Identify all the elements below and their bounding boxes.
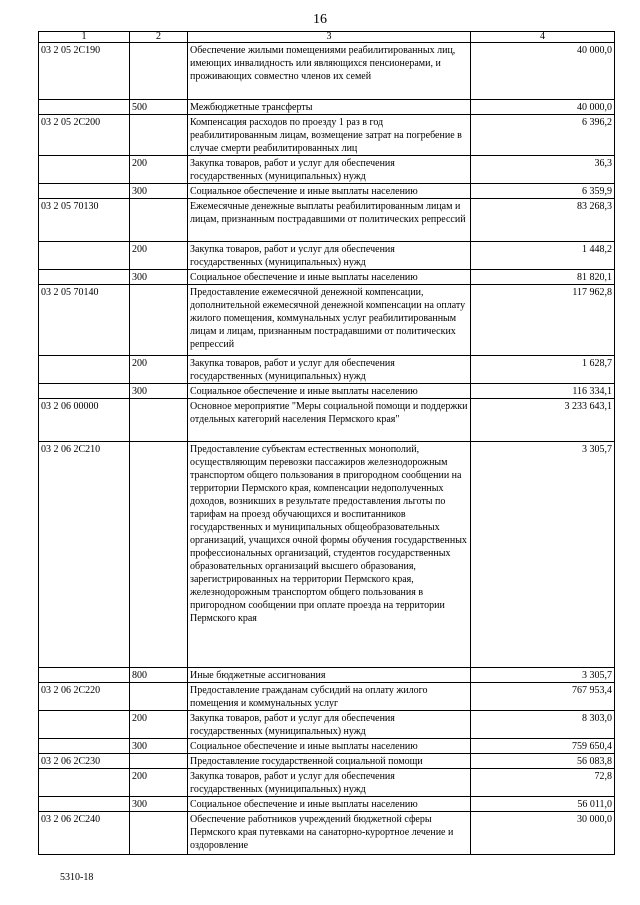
row-code-cell: 03 2 06 2С240 bbox=[39, 812, 130, 855]
table-row bbox=[39, 184, 615, 199]
row-code-cell: 03 2 06 2С210 bbox=[39, 442, 130, 668]
budget-table bbox=[38, 31, 615, 855]
table-row bbox=[39, 668, 615, 683]
header-col-3: 3 bbox=[188, 32, 471, 43]
row-description-cell: Закупка товаров, работ и услуг для обеспечения государственных (муниципальных) нужд bbox=[188, 356, 471, 384]
row-description-cell: Предоставление ежемесячной денежной компенсации, дополнительной ежемесячной денежной компенсации на оплату жилого помещения, коммунальных услуг реабилитированным лицам и лицам, признанным пострадавшими от политических репрессий bbox=[188, 285, 471, 356]
row-description-cell: Межбюджетные трансферты bbox=[188, 100, 471, 115]
row-amount-cell: 83 268,3 bbox=[471, 199, 615, 242]
row-type-cell bbox=[130, 683, 188, 711]
table-row bbox=[39, 100, 615, 115]
table-row bbox=[39, 199, 615, 242]
row-code-cell: 03 2 05 70130 bbox=[39, 199, 130, 242]
header-col-2: 2 bbox=[130, 32, 188, 43]
row-description-cell: Предоставление субъектам естественных монополий, осуществляющим перевозки пассажиров железнодорожным транспортом общего пользования в пригородном сообщении на территории Пермского края, компенсации недополученных доходов, возникших в результате предоставления льготы по тарифам на проезд обучающихся и воспитанников государственных и муниципальных общеобразовательных организаций, учащихся очной формы обучения государственных профессиональных организаций, студентов государственных образовательных организаций высшего образования, зарегистрированных на территории Пермского края, железнодорожным транспортом общего пользования в пригородном сообщении при оплате проезда на территории Пермского края bbox=[188, 442, 471, 668]
row-type-cell bbox=[130, 812, 188, 855]
row-description-cell: Обеспечение работников учреждений бюджетной сферы Пермского края путевками на санаторно-курортное лечение и оздоровление bbox=[188, 812, 471, 855]
row-type-cell: 200 bbox=[130, 242, 188, 270]
row-type-cell bbox=[130, 754, 188, 769]
table-row bbox=[39, 285, 615, 356]
row-type-cell: 200 bbox=[130, 356, 188, 384]
row-description-cell: Социальное обеспечение и иные выплаты населению bbox=[188, 797, 471, 812]
row-description-cell: Предоставление государственной социальной помощи bbox=[188, 754, 471, 769]
table-row bbox=[39, 739, 615, 754]
row-code-cell: 03 2 06 2С230 bbox=[39, 754, 130, 769]
row-description-cell: Закупка товаров, работ и услуг для обеспечения государственных (муниципальных) нужд bbox=[188, 769, 471, 797]
row-amount-cell: 81 820,1 bbox=[471, 270, 615, 285]
row-type-cell: 200 bbox=[130, 711, 188, 739]
row-amount-cell: 56 011,0 bbox=[471, 797, 615, 812]
row-amount-cell: 3 305,7 bbox=[471, 668, 615, 683]
row-description-cell: Социальное обеспечение и иные выплаты населению bbox=[188, 184, 471, 199]
table-row bbox=[39, 442, 615, 668]
row-code-cell bbox=[39, 100, 130, 115]
table-row bbox=[39, 711, 615, 739]
row-type-cell: 800 bbox=[130, 668, 188, 683]
row-description-cell: Предоставление гражданам субсидий на оплату жилого помещения и коммунальных услуг bbox=[188, 683, 471, 711]
table-row bbox=[39, 242, 615, 270]
row-type-cell bbox=[130, 285, 188, 356]
row-code-cell: 03 2 05 70140 bbox=[39, 285, 130, 356]
table-row bbox=[39, 270, 615, 285]
row-code-cell bbox=[39, 797, 130, 812]
row-code-cell bbox=[39, 711, 130, 739]
row-description-cell: Обеспечение жилыми помещениями реабилитированных лиц, имеющих инвалидность или являющихся пенсионерами, и проживающих совместно членов их семей bbox=[188, 43, 471, 100]
row-description-cell: Основное мероприятие "Меры социальной помощи и поддержки отдельных категорий населения Пермского края" bbox=[188, 399, 471, 442]
row-code-cell bbox=[39, 184, 130, 199]
table-row bbox=[39, 683, 615, 711]
row-description-cell: Закупка товаров, работ и услуг для обеспечения государственных (муниципальных) нужд bbox=[188, 156, 471, 184]
table-row bbox=[39, 769, 615, 797]
row-description-cell: Иные бюджетные ассигнования bbox=[188, 668, 471, 683]
row-amount-cell: 8 303,0 bbox=[471, 711, 615, 739]
table-row bbox=[39, 754, 615, 769]
row-amount-cell: 3 233 643,1 bbox=[471, 399, 615, 442]
table-row bbox=[39, 812, 615, 855]
row-type-cell: 500 bbox=[130, 100, 188, 115]
row-code-cell bbox=[39, 739, 130, 754]
row-description-cell: Социальное обеспечение и иные выплаты населению bbox=[188, 270, 471, 285]
row-amount-cell: 1 448,2 bbox=[471, 242, 615, 270]
table-row bbox=[39, 43, 615, 100]
row-code-cell: 03 2 06 00000 bbox=[39, 399, 130, 442]
row-description-cell: Закупка товаров, работ и услуг для обеспечения государственных (муниципальных) нужд bbox=[188, 711, 471, 739]
row-description-cell: Социальное обеспечение и иные выплаты населению bbox=[188, 739, 471, 754]
row-code-cell bbox=[39, 356, 130, 384]
row-amount-cell: 40 000,0 bbox=[471, 100, 615, 115]
table-row bbox=[39, 356, 615, 384]
row-type-cell bbox=[130, 442, 188, 668]
row-amount-cell: 767 953,4 bbox=[471, 683, 615, 711]
row-amount-cell: 3 305,7 bbox=[471, 442, 615, 668]
row-type-cell: 200 bbox=[130, 769, 188, 797]
row-description-cell: Закупка товаров, работ и услуг для обеспечения государственных (муниципальных) нужд bbox=[188, 242, 471, 270]
row-description-cell: Социальное обеспечение и иные выплаты населению bbox=[188, 384, 471, 399]
row-code-cell bbox=[39, 270, 130, 285]
row-amount-cell: 1 628,7 bbox=[471, 356, 615, 384]
page-number: 16 bbox=[313, 12, 327, 27]
row-amount-cell: 117 962,8 bbox=[471, 285, 615, 356]
row-amount-cell: 116 334,1 bbox=[471, 384, 615, 399]
row-type-cell: 300 bbox=[130, 739, 188, 754]
table-row bbox=[39, 399, 615, 442]
row-type-cell: 300 bbox=[130, 270, 188, 285]
row-code-cell: 03 2 05 2С200 bbox=[39, 115, 130, 156]
table-row bbox=[39, 797, 615, 812]
row-description-cell: Компенсация расходов по проезду 1 раз в год реабилитированным лицам, возмещение затрат на погребение в случае смерти реабилитированных лиц bbox=[188, 115, 471, 156]
header-col-4: 4 bbox=[471, 32, 615, 43]
row-code-cell bbox=[39, 384, 130, 399]
row-type-cell bbox=[130, 399, 188, 442]
table-row bbox=[39, 384, 615, 399]
row-code-cell: 03 2 05 2С190 bbox=[39, 43, 130, 100]
row-type-cell: 200 bbox=[130, 156, 188, 184]
document-code: 5310-18 bbox=[60, 872, 94, 883]
row-type-cell: 300 bbox=[130, 184, 188, 199]
table-row bbox=[39, 156, 615, 184]
row-amount-cell: 40 000,0 bbox=[471, 43, 615, 100]
row-amount-cell: 30 000,0 bbox=[471, 812, 615, 855]
table-row bbox=[39, 115, 615, 156]
row-code-cell bbox=[39, 668, 130, 683]
row-amount-cell: 6 359,9 bbox=[471, 184, 615, 199]
row-type-cell bbox=[130, 199, 188, 242]
row-code-cell: 03 2 06 2С220 bbox=[39, 683, 130, 711]
row-amount-cell: 759 650,4 bbox=[471, 739, 615, 754]
row-amount-cell: 56 083,8 bbox=[471, 754, 615, 769]
row-type-cell: 300 bbox=[130, 797, 188, 812]
row-type-cell: 300 bbox=[130, 384, 188, 399]
row-type-cell bbox=[130, 115, 188, 156]
row-amount-cell: 72,8 bbox=[471, 769, 615, 797]
table-header-row bbox=[39, 32, 615, 43]
row-code-cell bbox=[39, 156, 130, 184]
row-code-cell bbox=[39, 242, 130, 270]
row-code-cell bbox=[39, 769, 130, 797]
row-type-cell bbox=[130, 43, 188, 100]
row-description-cell: Ежемесячные денежные выплаты реабилитированным лицам и лицам, признанным пострадавшими от политических репрессий bbox=[188, 199, 471, 242]
row-amount-cell: 36,3 bbox=[471, 156, 615, 184]
row-amount-cell: 6 396,2 bbox=[471, 115, 615, 156]
header-col-1: 1 bbox=[39, 32, 130, 43]
